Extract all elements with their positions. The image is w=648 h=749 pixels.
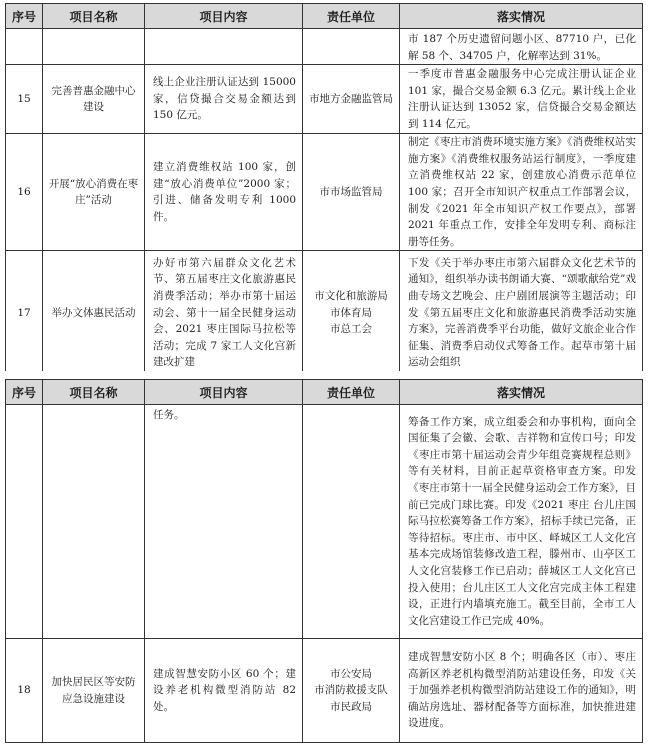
table-row: [6, 65, 643, 134]
row-num: 16: [6, 134, 43, 251]
table-row: [6, 405, 643, 639]
col-header-unit: 责任单位: [303, 380, 400, 405]
row-content: 建立消费维权站 100 家，创建“放心消费单位”2000 家；引进、储备发明专利 1000 件。: [145, 134, 303, 251]
table-part-1: [5, 3, 643, 375]
row-name: 加快居民区等安防应急设施建设: [43, 639, 145, 743]
row-status: 制定《枣庄市消费环境实施方案》《消费维权站实施方案》《消费维权服务站运行制度》，一季度建立消费维权站 22 家，创建放心消费示范单位 100 家；召开全市知识产权重点工作部署会议，制发《2021 年全市知识产权工作要点》，部署 2021 年重点工作，安排全年发明专利、商标注册等任务。: [400, 134, 643, 251]
row-num: [6, 29, 43, 65]
row-status: 市 187 个历史遗留问题小区、87710 户，已化解 58 个、34705 户，化解率达到 31%。: [400, 29, 643, 65]
row-unit: 市文化和旅游局 市体育局 市总工会: [303, 251, 400, 375]
row-status: 建成智慧安防小区 8 个；明确各区（市）、枣庄高新区养老机构微型消防站建设任务，印发《关于加强养老机构微型消防站建设工作的通知》，明确站房选址、器材配备等方面标准，加快推进建设进度。: [400, 639, 643, 743]
row-unit: 市地方金融监管局: [303, 65, 400, 134]
col-header-status: 落实情况: [400, 4, 643, 29]
header-row: [6, 380, 643, 405]
col-header-num: 序号: [6, 4, 43, 29]
row-content: 办好市第六届群众文化艺术节、第五届枣庄文化旅游惠民消费季活动；举办市第十届运动会、第十一届全民健身运动会、2021 枣庄国际马拉松等活动；完成 7 家工人文化宫新建改扩建: [145, 251, 303, 375]
row-num: [6, 405, 43, 639]
row-name: 开展“放心消费在枣庄”活动: [43, 134, 145, 251]
row-num: 18: [6, 639, 43, 743]
table-part-2: [5, 379, 643, 743]
page-gap: [0, 371, 648, 379]
header-row: [6, 4, 643, 29]
row-content: 建成智慧安防小区 60 个；建设养老机构微型消防站 82 处。: [145, 639, 303, 743]
col-header-name: 项目名称: [43, 380, 145, 405]
row-name: 完善普惠金融中心建设: [43, 65, 145, 134]
table-row: [6, 29, 643, 65]
row-unit: 市公安局 市消防救援支队 市民政局: [303, 639, 400, 743]
col-header-content: 项目内容: [145, 4, 303, 29]
row-name: [43, 29, 145, 65]
row-unit: [303, 29, 400, 65]
row-content: 任务。: [145, 405, 303, 639]
col-header-num: 序号: [6, 380, 43, 405]
row-content: 线上企业注册认证达到 15000 家，信贷撮合交易金额达到 150 亿元。: [145, 65, 303, 134]
row-unit: 市市场监管局: [303, 134, 400, 251]
row-name: 举办文体惠民活动: [43, 251, 145, 375]
row-status: 下发《关于举办枣庄市第六届群众文化艺术节的通知》，组织举办读书朗诵大赛、“颂歌献给党”戏曲专场文艺晚会、庄户剧团展演等主题活动；印发《第五届枣庄文化和旅游惠民消费季活动实施方案》，完善消费季平台功能，做好文旅企业合作征集、消费季启动仪式筹备工作。起草市第十届运动会组织: [400, 251, 643, 375]
col-header-name: 项目名称: [43, 4, 145, 29]
row-unit: [303, 405, 400, 639]
row-num: 17: [6, 251, 43, 375]
col-header-unit: 责任单位: [303, 4, 400, 29]
row-content: [145, 29, 303, 65]
row-num: 15: [6, 65, 43, 134]
table-row: [6, 134, 643, 251]
row-status: 一季度市普惠金融服务中心完成注册认证企业 101 家，撮合交易金额 6.3 亿元。累计线上企业注册认证达到 13052 家，信贷撮合交易金额达到 114 亿元。: [400, 65, 643, 134]
table-row: [6, 639, 643, 743]
table-row: [6, 251, 643, 375]
col-header-content: 项目内容: [145, 380, 303, 405]
row-name: [43, 405, 145, 639]
row-status: 筹备工作方案，成立组委会和办事机构，面向全国征集了会徽、会歌、吉祥物和宣传口号；印发《枣庄市第十届运动会青少年组竞赛规程总则》等有关材料，目前正起草资格审查方案。印发《枣庄市第十一届全民健身运动会工作方案》，目前已完成门球比赛。印发《2021 枣庄 台儿庄国际马拉松赛筹备工作方案》，招标手续已完备，正等待招标。枣庄市、市中区、峄城区工人文化宫基本完成场馆装修改造工程，滕州市、山亭区工人文化宫装修工作已启动；薛城区工人文化宫已投入使用；台儿庄区工人文化宫完成主体工程建设，正进行内墙填充施工。截至目前，全市工人文化宫建设工作已完成 40%。: [400, 405, 643, 639]
col-header-status: 落实情况: [400, 380, 643, 405]
